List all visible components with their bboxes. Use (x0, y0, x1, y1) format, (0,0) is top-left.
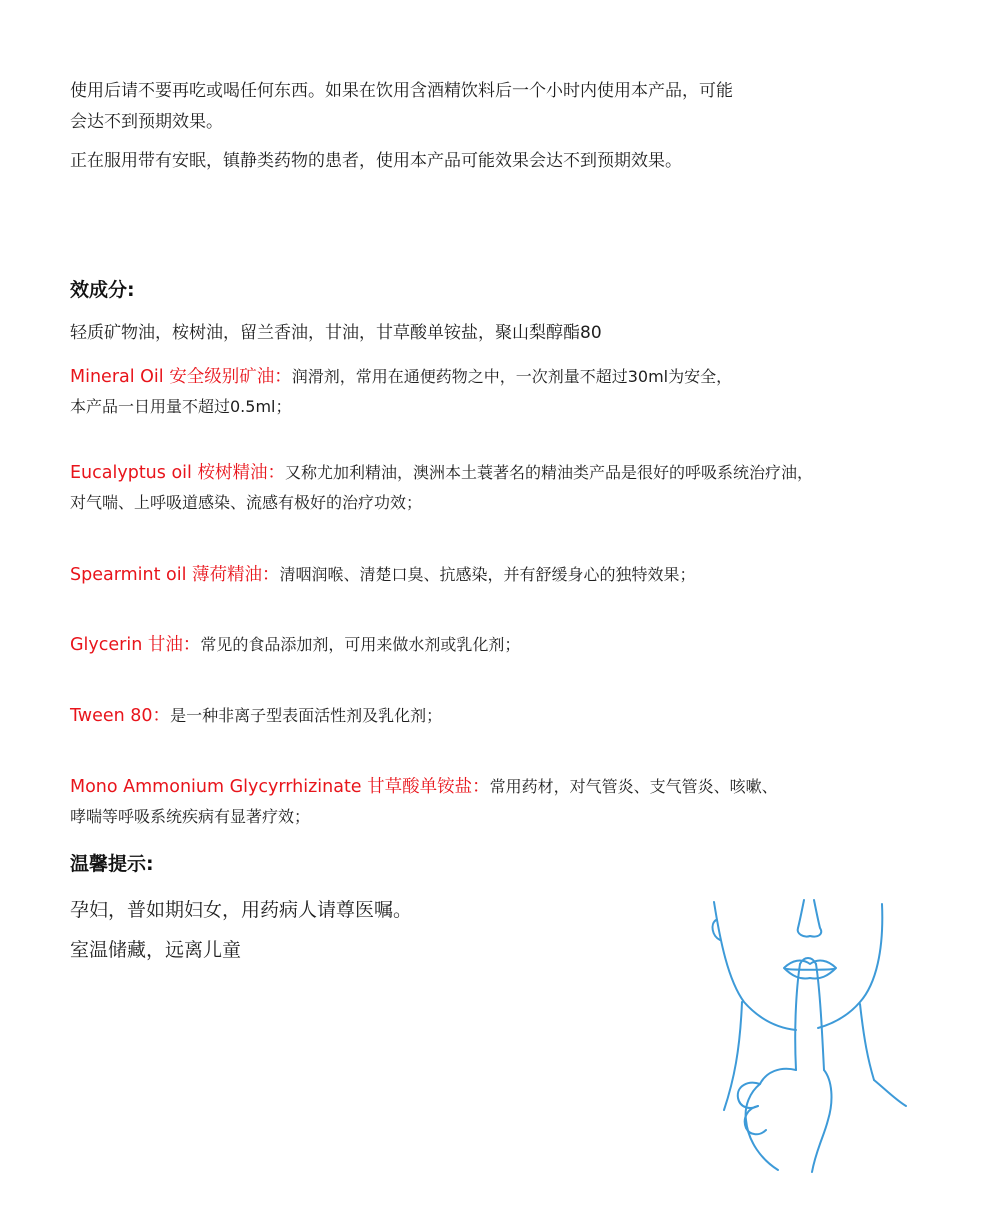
ingredient-desc-line-2: 本产品一日用量不超过0.5ml； (70, 397, 292, 416)
ingredient-name: Spearmint oil 薄荷精油： (70, 565, 280, 585)
ingredient-desc-line-1: 清咽润喉、清楚口臭、抗感染，并有舒缓身心的独特效果； (279, 565, 696, 584)
ingredient-item (70, 362, 930, 422)
knuckle-2 (745, 1106, 766, 1134)
ingredient-desc-line-1: 是一种非离子型表面活性剂及乳化剂； (170, 706, 443, 725)
ingredient-item (70, 701, 930, 731)
neck-right (860, 1004, 874, 1080)
intro-paragraph-1 (70, 76, 930, 138)
ingredient-item (70, 458, 930, 518)
ingredient-item (70, 772, 930, 832)
hand-left (746, 1069, 796, 1170)
intro-line-1: 使用后请不要再吃或喝任何东西。如果在饮用含酒精饮料后一个小时内使用本产品，可能 (70, 81, 733, 101)
neck-left (724, 1002, 742, 1110)
finger-right (816, 964, 824, 1070)
finger-left (795, 964, 800, 1070)
ingredient-desc-line-1: 又称尤加利精油，澳洲本土蓑著名的精油类产品是很好的呼吸系统治疗油， (284, 463, 813, 482)
face-jaw-right (818, 904, 882, 1028)
ingredient-desc-line-1: 常见的食品添加剂，可用来做水剂或乳化剂； (200, 635, 521, 654)
lips-line (786, 969, 834, 970)
ingredient-name: Tween 80： (70, 706, 171, 726)
ingredient-item (70, 630, 930, 660)
face-shush-illustration (700, 880, 930, 1180)
intro-paragraph-2: 正在服用带有安眠，镇静类药物的患者，使用本产品可能效果会达不到预期效果。 (70, 151, 682, 171)
ingredients-heading: 效成分: (70, 279, 135, 301)
ingredient-desc-line-2: 对气喘、上呼吸道感染、流感有极好的治疗功效； (70, 493, 423, 512)
ingredient-name: Eucalyptus oil 桉树精油： (70, 463, 285, 483)
ingredient-desc-line-1: 润滑剂，常用在通便药物之中，一次剂量不超过30ml为安全， (291, 367, 733, 386)
tips-heading: 温馨提示: (70, 853, 154, 875)
ingredient-name: Mineral Oil 安全级别矿油： (70, 367, 292, 387)
ingredients-list: 轻质矿物油，桉树油，留兰香油，甘油，甘草酸单铵盐，聚山梨醇酯80 (70, 323, 602, 343)
tip-line-2: 室温储藏，远离儿童 (70, 939, 242, 961)
ingredient-name: Glycerin 甘油： (70, 635, 201, 655)
shoulder (874, 1080, 906, 1106)
tip-line-1: 孕妇，普如期妇女，用药病人请尊医嘱。 (70, 899, 413, 921)
ingredient-desc-line-1: 常用药材，对气管炎、支气管炎、咳嗽、 (489, 777, 778, 796)
intro-line-2: 会达不到预期效果。 (70, 112, 223, 132)
ingredient-item (70, 560, 930, 590)
face-jaw-left (714, 902, 796, 1030)
nose (798, 900, 822, 937)
hand-right (812, 1070, 831, 1172)
ingredient-desc-line-2: 哮喘等呼吸系统疾病有显著疗效； (70, 807, 311, 826)
ingredient-name: Mono Ammonium Glycyrrhizinate 甘草酸单铵盐： (70, 777, 490, 797)
